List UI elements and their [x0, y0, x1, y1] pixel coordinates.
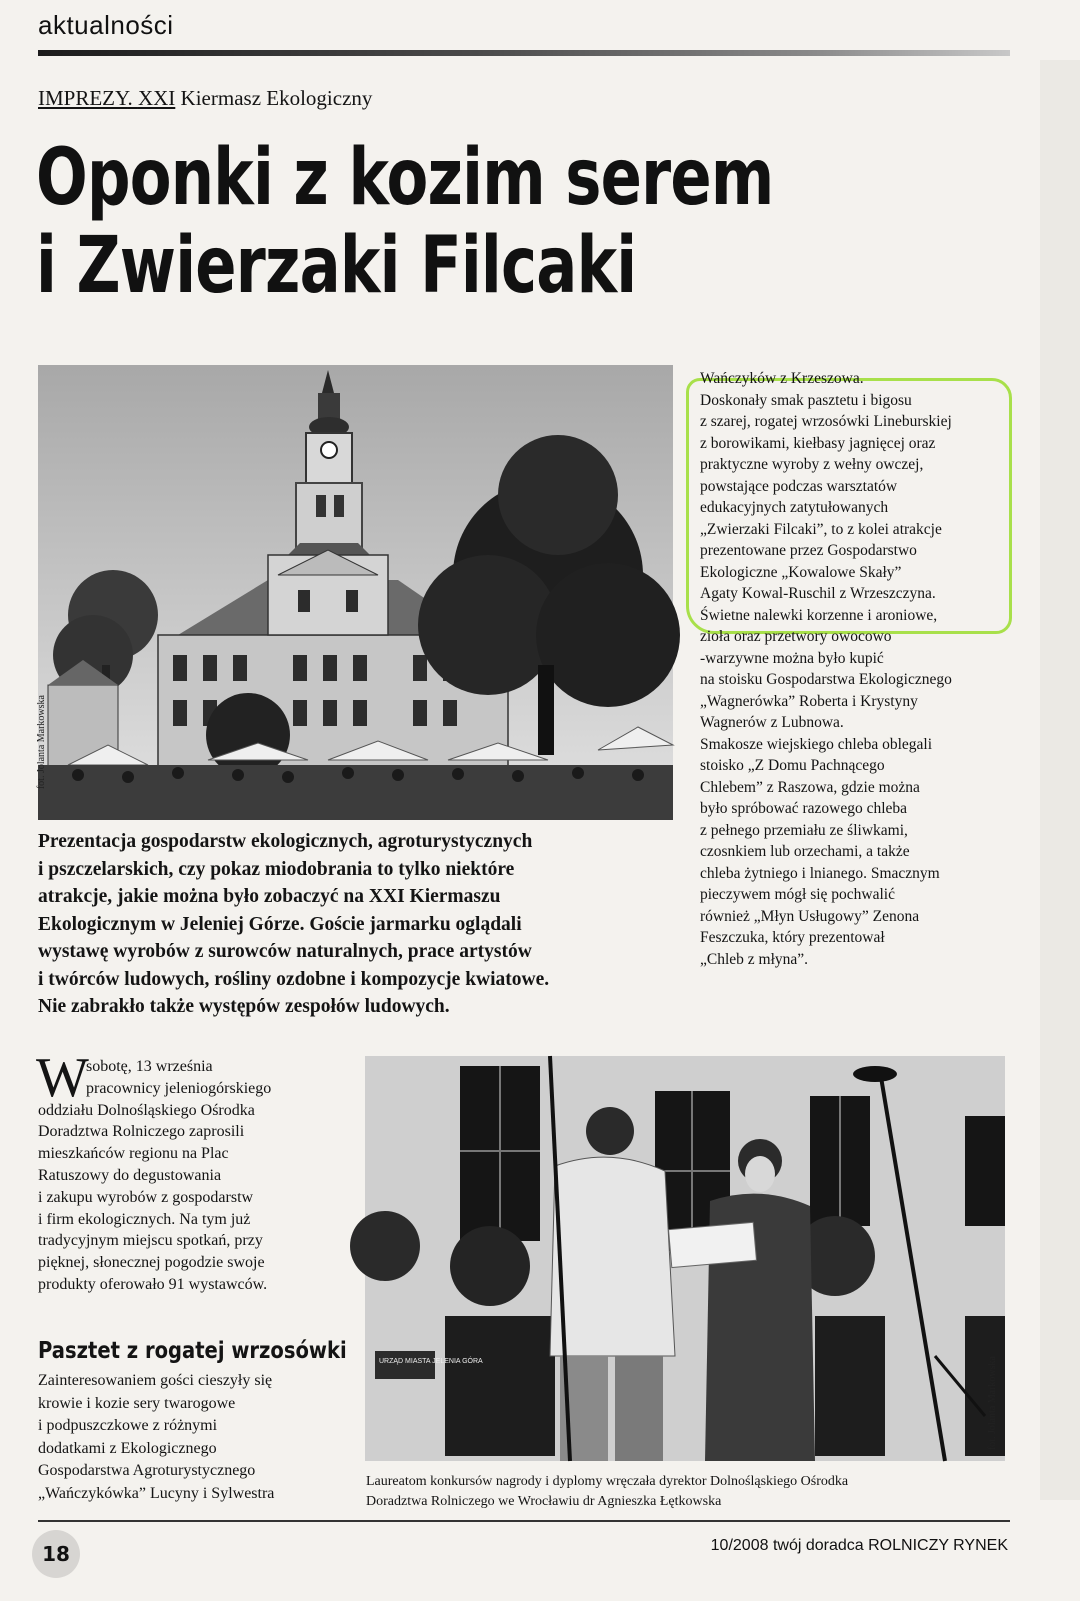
subheading: Pasztet z rogatej wrzosówki: [38, 1338, 347, 1364]
lead-line: i pszczelarskich, czy pokaz miodobrania to tylko niektóre: [38, 858, 515, 880]
lead-line: Ekologicznym w Jeleniej Górze. Goście jarmarku oglądali: [38, 913, 522, 935]
text-line: Ekologiczne „Kowalowe Skały”: [700, 563, 902, 581]
footer-issue-text: 10/2008 twój doradca: [710, 1537, 864, 1554]
lead-line: atrakcje, jakie można było zobaczyć na XXI Kiermaszu: [38, 886, 501, 907]
text-line: Chlebem” z Raszowa, gdzie można: [700, 778, 920, 796]
text-line: Ratuszowy do degustowania: [38, 1166, 222, 1184]
text-line: było spróbować razowego chleba: [700, 800, 908, 817]
award-ceremony-photo: [365, 1056, 1005, 1461]
text-line: Gospodarstwa Agroturystycznego: [38, 1462, 256, 1479]
right-column-text: [700, 368, 1020, 970]
body-intro: [38, 1056, 348, 1296]
text-line: Feszczuka, który prezentował: [700, 929, 885, 946]
lead-line: Prezentacja gospodarstw ekologicznych, agroturystycznych: [38, 831, 533, 852]
text-line: pieczywem mógł się pochwalić: [700, 886, 895, 903]
text-line: sobotę, 13 września: [86, 1058, 213, 1075]
text-line: Zainteresowaniem gości cieszyły się: [38, 1372, 273, 1389]
text-line: pięknej, słonecznej pogodzie swoje: [38, 1254, 265, 1272]
text-line: czosnkiem lub orzechami, a także: [700, 843, 910, 860]
text-line: Wagnerów z Lubnowa.: [700, 714, 844, 731]
photo1-credit: fot. Jolanta Markowska: [36, 695, 47, 790]
town-hall-photo: [38, 365, 673, 820]
text-line: -warzywne można było kupić: [700, 649, 884, 667]
section-title: aktualności: [38, 10, 174, 40]
text-line: Doradztwa Rolniczego zaprosili: [38, 1123, 245, 1141]
article-lead: [38, 828, 678, 1021]
caption-line: Doradztwa Rolniczego we Wrocławiu dr Agnieszka Łętkowska: [366, 1494, 722, 1509]
lead-line: wystawę wyrobów z surowców naturalnych, prace artystów: [38, 941, 532, 962]
text-line: również „Młyn Usługowy” Zenona: [700, 907, 920, 925]
adjacent-page-bleed: [1040, 60, 1080, 1500]
text-line: produkty oferowało 91 wystawców.: [38, 1275, 268, 1293]
lead-line: i twórców ludowych, rośliny ozdobne i kompozycje kwiatowe.: [38, 968, 550, 990]
caption-line: Laureatom konkursów nagrody i dyplomy wręczała dyrektor Dolnośląskiego Ośrodka: [366, 1474, 849, 1489]
text-line: z szarej, rogatej wrzosówki Lineburskiej: [700, 413, 952, 430]
drop-cap: W: [36, 1047, 89, 1109]
text-line: praktyczne wyroby z wełny owczej,: [700, 456, 924, 473]
lead-line: Nie zabrakło także występów zespołów ludowych.: [38, 996, 450, 1017]
text-line: na stoisku Gospodarstwa Ekologicznego: [700, 671, 952, 688]
text-line: prezentowane przez Gospodarstwo: [700, 542, 917, 559]
text-line: oddziału Dolnośląskiego Ośrodka: [38, 1101, 255, 1119]
text-line: zioła oraz przetwory owocowo: [700, 628, 892, 645]
footer-issue: [711, 1537, 1008, 1555]
text-line: Smakosze wiejskiego chleba oblegali: [700, 735, 933, 753]
building-sign-text: URZĄD MIASTA JELENIA GÓRA: [379, 1358, 483, 1365]
text-line: „Zwierzaki Filcaki”, to z kolei atrakcje: [700, 520, 942, 538]
headline-line-2: i Zwierzaki Filcaki: [36, 221, 637, 311]
text-line: edukacyjnych zatytułowanych: [700, 499, 889, 516]
award-ceremony-illustration: [365, 1056, 1005, 1461]
text-line: „Wagnerówka” Roberta i Krystyny: [700, 692, 918, 710]
body-section-2: [38, 1370, 358, 1505]
footer-rule: [38, 1520, 1010, 1522]
text-line: i zakupu wyrobów z gospodarstw: [38, 1188, 254, 1206]
text-line: Wańczyków z Krzeszowa.: [700, 370, 864, 387]
rubric-event: Kiermasz Ekologiczny: [180, 86, 373, 110]
text-line: dodatkami z Ekologicznego: [38, 1439, 217, 1457]
text-line: Świetne nalewki korzenne i aroniowe,: [700, 606, 938, 624]
rubric-category: IMPREZY: [38, 86, 128, 110]
rubric-edition: XXI: [137, 86, 176, 110]
text-line: stoisko „Z Domu Pachnącego: [700, 757, 885, 774]
footer-magazine-name: ROLNICZY RYNEK: [868, 1537, 1008, 1554]
text-line: z borowikami, kiełbasy jagnięcej oraz: [700, 434, 936, 452]
text-line: i podpuszczkowe z różnymi: [38, 1417, 218, 1434]
text-line: „Chleb z młyna”.: [700, 950, 809, 968]
article-headline: [36, 133, 774, 311]
text-line: „Wańczykówka” Lucyny i Sylwestra: [38, 1484, 275, 1502]
text-line: i firm ekologicznych. Na tym już: [38, 1210, 251, 1228]
text-line: Doskonały smak pasztetu i bigosu: [700, 391, 912, 409]
header-rule: [38, 50, 1010, 56]
text-line: z pełnego przemiału ze śliwkami,: [700, 821, 908, 839]
headline-line-1: Oponki z kozim serem: [36, 133, 774, 223]
text-line: chleba żytniego i lnianego. Smacznym: [700, 864, 940, 882]
photo2-caption: [366, 1472, 1006, 1512]
text-line: tradycyjnym miejscu spotkań, przy: [38, 1232, 263, 1250]
text-line: krowie i kozie sery twarogowe: [38, 1394, 236, 1412]
town-hall-illustration: [38, 365, 673, 820]
text-line: Agaty Kowal-Ruschil z Wrzeszczyna.: [700, 585, 936, 602]
article-rubric: IMPREZY. XXI Kiermasz Ekologiczny: [38, 86, 373, 110]
page-number: 18: [32, 1530, 80, 1578]
text-line: pracownicy jeleniogórskiego: [86, 1079, 272, 1097]
text-line: mieszkańców regionu na Plac: [38, 1145, 229, 1163]
photo2-credit: fot. Jolanta Markowska: [987, 1356, 998, 1451]
text-line: powstające podczas warsztatów: [700, 477, 898, 495]
